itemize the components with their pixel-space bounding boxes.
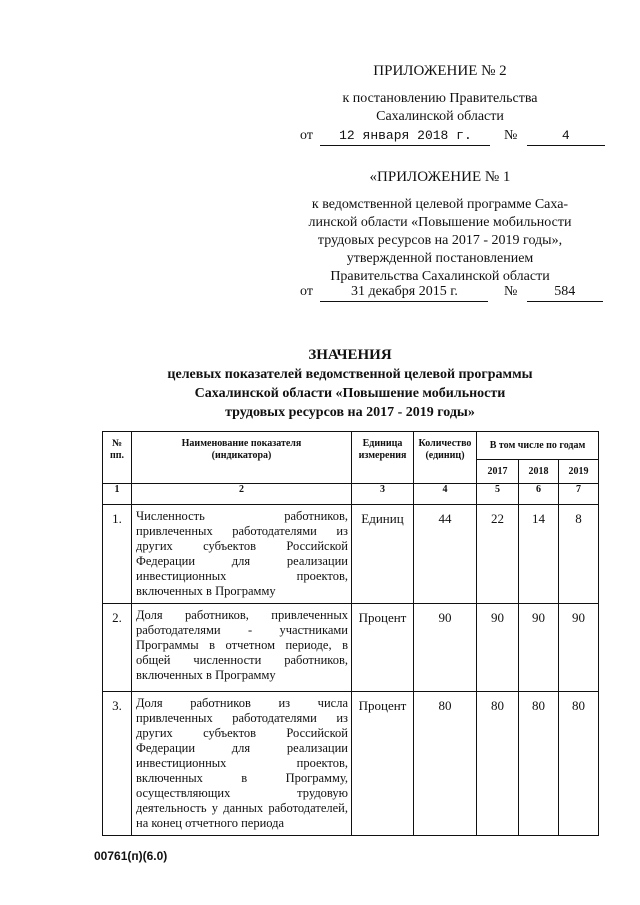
header-qty-line1: Количество	[418, 438, 472, 449]
header-years-group: В том числе по годам	[477, 432, 599, 460]
appendix1-block	[260, 168, 620, 286]
table-header-row	[103, 432, 599, 460]
header-name-line2: (индикатора)	[211, 450, 272, 461]
header-unit-line2: измерения	[358, 450, 407, 461]
header-name-line1: Наименование показателя	[181, 438, 302, 449]
appendix1-line4: утвержденной постановлением	[346, 251, 534, 266]
row-qty: 44	[414, 505, 477, 604]
column-numbers-row	[103, 484, 599, 505]
row-2018: 90	[519, 604, 559, 692]
header-num-line2: пп.	[109, 450, 125, 461]
header-qty	[414, 432, 477, 484]
document-title	[120, 346, 580, 422]
appendix1-line3: трудовых ресурсов на 2017 - 2019 годы»,	[317, 233, 563, 248]
appendix1-no: 584	[527, 283, 603, 302]
header-unit-line1: Единица	[362, 438, 403, 449]
appendix2-date: 12 января 2018 г.	[320, 127, 490, 146]
header-year-2019: 2019	[559, 460, 599, 484]
table-row	[103, 604, 599, 692]
appendix1-line5: Правительства Сахалинской области	[330, 269, 550, 284]
row-name: Доля работников, привлеченных работодателями - участниками Программы в отчетном периоде, в общей численности работников, включенных в Программу	[132, 604, 352, 692]
appendix1-line1: к ведомственной целевой программе Саха-	[311, 197, 569, 212]
header-unit	[352, 432, 414, 484]
table-row	[103, 505, 599, 604]
table-row	[103, 692, 599, 836]
appendix2-no: 4	[527, 127, 605, 146]
appendix1-date-row	[300, 283, 603, 302]
document-code: 00761(п)(6.0)	[94, 849, 168, 863]
appendix2-title: ПРИЛОЖЕНИЕ № 2	[373, 63, 507, 79]
column-number: 4	[414, 484, 477, 505]
row-qty: 80	[414, 692, 477, 836]
column-number: 6	[519, 484, 559, 505]
column-number: 7	[559, 484, 599, 505]
row-num: 2.	[103, 604, 132, 692]
row-2017: 90	[477, 604, 519, 692]
column-number: 5	[477, 484, 519, 505]
row-num: 3.	[103, 692, 132, 836]
appendix1-from-label: от	[300, 284, 313, 299]
appendix1-date: 31 декабря 2015 г.	[320, 283, 488, 302]
header-num-line1: №	[111, 438, 123, 449]
row-num: 1.	[103, 505, 132, 604]
column-number: 2	[132, 484, 352, 505]
header-name	[132, 432, 352, 484]
appendix2-block	[260, 62, 620, 80]
row-unit: Процент	[352, 604, 414, 692]
appendix2-subtitle	[260, 90, 620, 126]
row-name: Численность работников, привлеченных работодателями из других субъектов Российской Федерации для реализации инвестиционных проектов, включенных в Программу	[132, 505, 352, 604]
appendix1-title: «ПРИЛОЖЕНИЕ № 1	[369, 169, 511, 185]
appendix1-no-label: №	[503, 284, 518, 299]
indicators-table	[102, 431, 599, 836]
row-name: Доля работников из числа привлеченных работодателями из других субъектов Российской Федерации для реализации инвестиционных проектов, включенных в Программу, осуществляющих трудовую деятельность у данных работодателей, на конец отчетного периода	[132, 692, 352, 836]
row-unit: Единиц	[352, 505, 414, 604]
appendix2-line1: к постановлению Правительства	[342, 91, 538, 106]
appendix2-date-row	[300, 127, 605, 146]
header-year-2017: 2017	[477, 460, 519, 484]
appendix1-line2: линской области «Повышение мобильности	[308, 215, 572, 230]
appendix2-line2: Сахалинской области	[376, 109, 504, 124]
title-line1: ЗНАЧЕНИЯ	[308, 347, 392, 363]
row-2019: 80	[559, 692, 599, 836]
row-2018: 14	[519, 505, 559, 604]
column-number: 3	[352, 484, 414, 505]
column-number: 1	[103, 484, 132, 505]
row-2018: 80	[519, 692, 559, 836]
title-line4: трудовых ресурсов на 2017 - 2019 годы»	[225, 405, 475, 420]
row-2019: 8	[559, 505, 599, 604]
appendix2-from-label: от	[300, 128, 313, 143]
row-unit: Процент	[352, 692, 414, 836]
header-num	[103, 432, 132, 484]
appendix2-no-label: №	[503, 128, 518, 143]
row-2019: 90	[559, 604, 599, 692]
title-line3: Сахалинской области «Повышение мобильности	[194, 386, 506, 401]
header-year-2018: 2018	[519, 460, 559, 484]
title-line2: целевых показателей ведомственной целевой программы	[167, 367, 533, 382]
row-2017: 22	[477, 505, 519, 604]
row-2017: 80	[477, 692, 519, 836]
row-qty: 90	[414, 604, 477, 692]
header-qty-line2: (единиц)	[425, 450, 465, 461]
